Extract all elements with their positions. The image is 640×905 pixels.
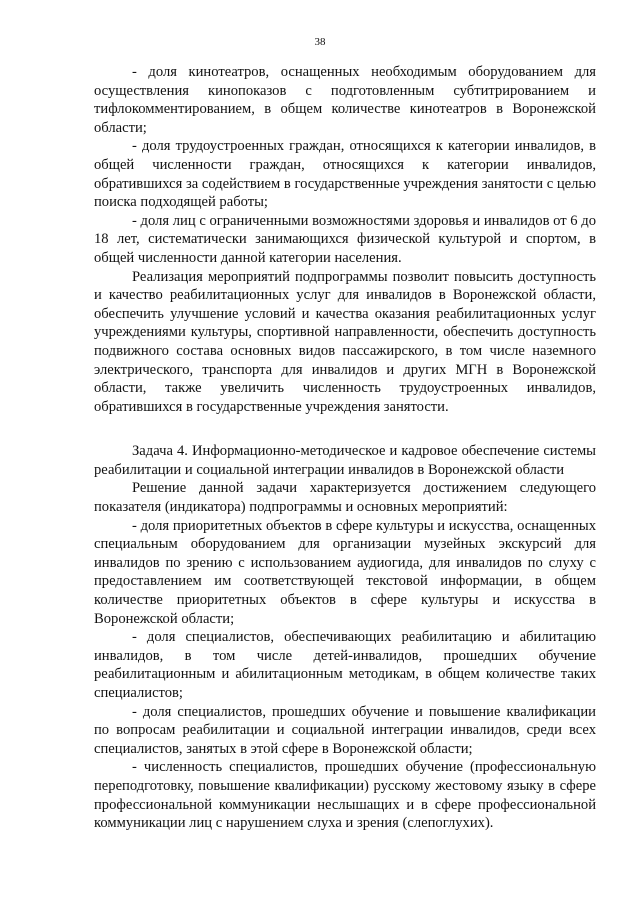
paragraph-task-solution: Решение данной задачи характеризуется достижением следующего показателя (индикатора) подпрограммы и основных мероприятий: xyxy=(94,480,596,516)
paragraph-cinema-share: - доля кинотеатров, оснащенных необходимым оборудованием для осуществления кинопоказов с подготовленным субтитрированием и тифлокомментированием, в общем количестве кинотеатров в Воронежской области; xyxy=(94,64,596,136)
paragraph-culture-objects-share: - доля приоритетных объектов в сфере культуры и искусства, оснащенных специальным оборудованием для организации музейных экскурсий для инвалидов по зрению с использованием аудиогида, для инвалидов по слуху с предоставлением им соответствующей текстовой информации, в общем количестве приоритетных объектов в сфере культуры и искусства в Воронежской области; xyxy=(94,517,596,627)
section-spacer xyxy=(94,416,596,442)
paragraph-sign-language-specialists: - численность специалистов, прошедших обучение (профессиональную переподготовку, повышение квалификации) русскому жестовому языку в сфере профессиональной коммуникации неслышащих и в сфере профессиональной коммуникации лиц с нарушением слуха и зрения (слепоглухих). xyxy=(94,759,596,832)
paragraph-sports-share: - доля лиц с ограниченными возможностями здоровья и инвалидов от 6 до 18 лет, систематически занимающихся физической культурой и спортом, в общей численности данной категории населения. xyxy=(94,212,596,266)
paragraph-rehab-specialists-share: - доля специалистов, обеспечивающих реабилитацию и абилитацию инвалидов, в том числе детей-инвалидов, прошедших обучение реабилитационным и абилитационным методикам, в общем количестве таких специалистов; xyxy=(94,629,596,701)
paragraph-subprogram-outcomes: Реализация мероприятий подпрограммы позволит повысить доступность и качество реабилитационных услуг для инвалидов в Воронежской области, обеспечить улучшение условий и качества оказания реабилитационных услуг учреждениями культуры, спортивной направленности, обеспечить доступность подвижного состава основных видов пассажирского, в том числе наземного электрического, транспорта для инвалидов и других МГН в Воронежской области, также увеличить численность трудоустроенных инвалидов, обратившихся в государственные учреждения занятости. xyxy=(94,268,596,415)
paragraph-trained-specialists-share: - доля специалистов, прошедших обучение и повышение квалификации по вопросам реабилитации и социальной интеграции инвалидов, среди всех специалистов, занятых в этой сфере в Воронежской области; xyxy=(94,703,596,757)
task-4-heading: Задача 4. Информационно-методическое и кадровое обеспечение системы реабилитации и социальной интеграции инвалидов в Воронежской области xyxy=(94,443,596,478)
page-number: 38 xyxy=(314,36,326,48)
document-body xyxy=(94,63,596,833)
paragraph-employed-disabled-share: - доля трудоустроенных граждан, относящихся к категории инвалидов, в общей численности граждан, относящихся к категории инвалидов, обратившихся за содействием в государственные учреждения занятости с целью поиска подходящей работы; xyxy=(94,138,596,211)
